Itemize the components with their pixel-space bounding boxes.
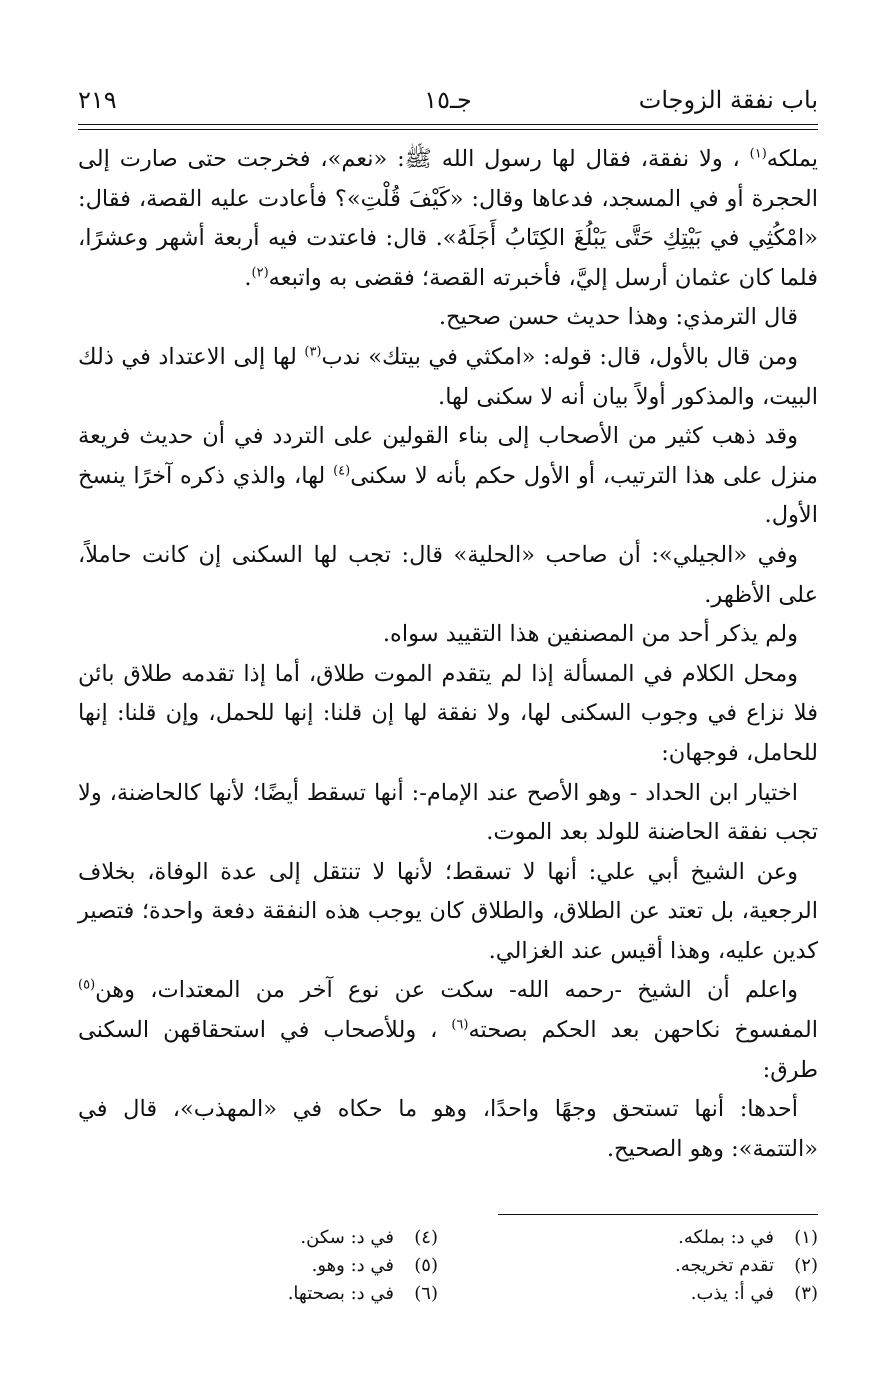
footnote-number: (١) [794, 1227, 818, 1248]
running-header [78, 84, 818, 116]
footnote-item [288, 1280, 438, 1308]
paragraph: ولم يذكر أحد من المصنفين هذا التقييد سواه. [382, 621, 798, 648]
footnote-item [288, 1224, 438, 1252]
footnote-number: (٢) [794, 1255, 818, 1276]
footnote-item [675, 1224, 818, 1252]
paragraph: ومحل الكلام في المسألة إذا لم يتقدم الموت طلاق، أما إذا تقدمه طلاق بائن فلا نزاع في وجوب السكنى لها، ولا نفقة لها إن قلنا: إنها للحمل، وإن قلنا: إنها للحامل، فوجهان: [78, 660, 818, 766]
footnote-text: في د: بملكه. [678, 1227, 774, 1248]
paragraph: أحدها: أنها تستحق وجهًا واحدًا، وهو ما حكاه في «المهذب»، قال في «التتمة»: وهو الصحيح. [78, 1096, 818, 1162]
footnote-number: (٤) [414, 1227, 438, 1248]
footnote-separator [498, 1214, 818, 1215]
footnote-text: في د: وهو. [311, 1255, 394, 1276]
header-rule-bottom [78, 129, 818, 130]
footnote-item [288, 1252, 438, 1280]
paragraph: وفي «الجيلي»: أن صاحب «الحلية» قال: تجب لها السكنى إن كانت حاملاً، على الأظهر. [78, 541, 818, 608]
footnote-ref: (١) [749, 146, 767, 162]
paragraph: ومن قال بالأول، قال: قوله: «امكثي في بيتك» ندب$^{(٣)}$ لها إلى الاعتداد في ذلك البيت، والمذكور أولاً بيان أنه لا سكنى لها. [78, 343, 818, 410]
footnotes [78, 1224, 818, 1324]
paragraph: وعن الشيخ أبي علي: أنها لا تسقط؛ لأنها لا تنتقل إلى عدة الوفاة، بخلاف الرجعية، بل تعتد عن الطلاق، والطلاق كان يوجب هذه النفقة دفعة واحدة؛ فتصير كدين عليه، وهذا أقيس عند الغزالي. [78, 858, 818, 964]
footnote-column-2 [288, 1224, 438, 1308]
footnote-number: (٣) [794, 1283, 818, 1304]
footnote-column-1 [675, 1224, 818, 1308]
paragraph: يملكه$^{(١)}$ ، ولا نفقة، فقال لها رسول الله ﷺ: «نعم»، فخرجت حتى صارت إلى الحجرة أو في المسجد، فدعاها وقال: «كَيْفَ قُلْتِ»؟ فأعادت عليه القصة، فقال: «امْكُثِي في بَيْتِكِ حَتَّى يَبْلُغَ الكِتَابُ أَجَلَهُ». قال: فاعتدت فيه أربعة أشهر وعشرًا، فلما كان عثمان أرسل إليَّ، فأخبرته القصة؛ فقضى به واتبعه$^{(٢)}$. [78, 146, 818, 291]
footnote-ref: (٦) [451, 1017, 469, 1033]
main-text [78, 140, 818, 1169]
footnote-ref: (٤) [333, 463, 351, 479]
paragraph: واعلم أن الشيخ -رحمه الله- سكت عن نوع آخر من المعتدات، وهن$^{(٥)}$ المفسوخ نكاحهن بعد الحكم بصحته$^{(٦)}$ ، وللأصحاب في استحقاقهن السكنى طرق: [78, 977, 818, 1083]
footnote-ref: (٢) [251, 265, 269, 281]
chapter-title: باب نفقة الزوجات [638, 86, 818, 114]
footnote-number: (٥) [414, 1255, 438, 1276]
paragraph: وقد ذهب كثير من الأصحاب إلى بناء القولين على التردد في أن حديث فريعة منزل على هذا الترتيب، أو الأول حكم بأنه لا سكنى$^{(٤)}$ لها، والذي ذكره آخرًا ينسخ الأول. [78, 423, 818, 529]
footnote-item [675, 1280, 818, 1308]
header-rule-top [78, 124, 818, 125]
footnote-item [675, 1252, 818, 1280]
paragraph: قال الترمذي: وهذا حديث حسن صحيح. [438, 304, 798, 331]
footnote-text: تقدم تخريجه. [675, 1255, 774, 1276]
footnote-text: في د: سكن. [300, 1227, 394, 1248]
volume-number: جـ١٥ [424, 86, 472, 114]
paragraph: اختيار ابن الحداد - وهو الأصح عند الإمام-: أنها تسقط أيضًا؛ لأنها كالحاضنة، ولا تجب نفقة الحاضنة للولد بعد الموت. [78, 779, 818, 846]
footnote-text: في أ: يذب. [690, 1283, 774, 1304]
footnote-number: (٦) [414, 1283, 438, 1304]
footnote-ref: (٥) [78, 977, 96, 993]
footnote-ref: (٣) [304, 344, 322, 360]
footnote-text: في د: بصحتها. [287, 1283, 394, 1304]
page-number: ٢١٩ [78, 86, 117, 114]
